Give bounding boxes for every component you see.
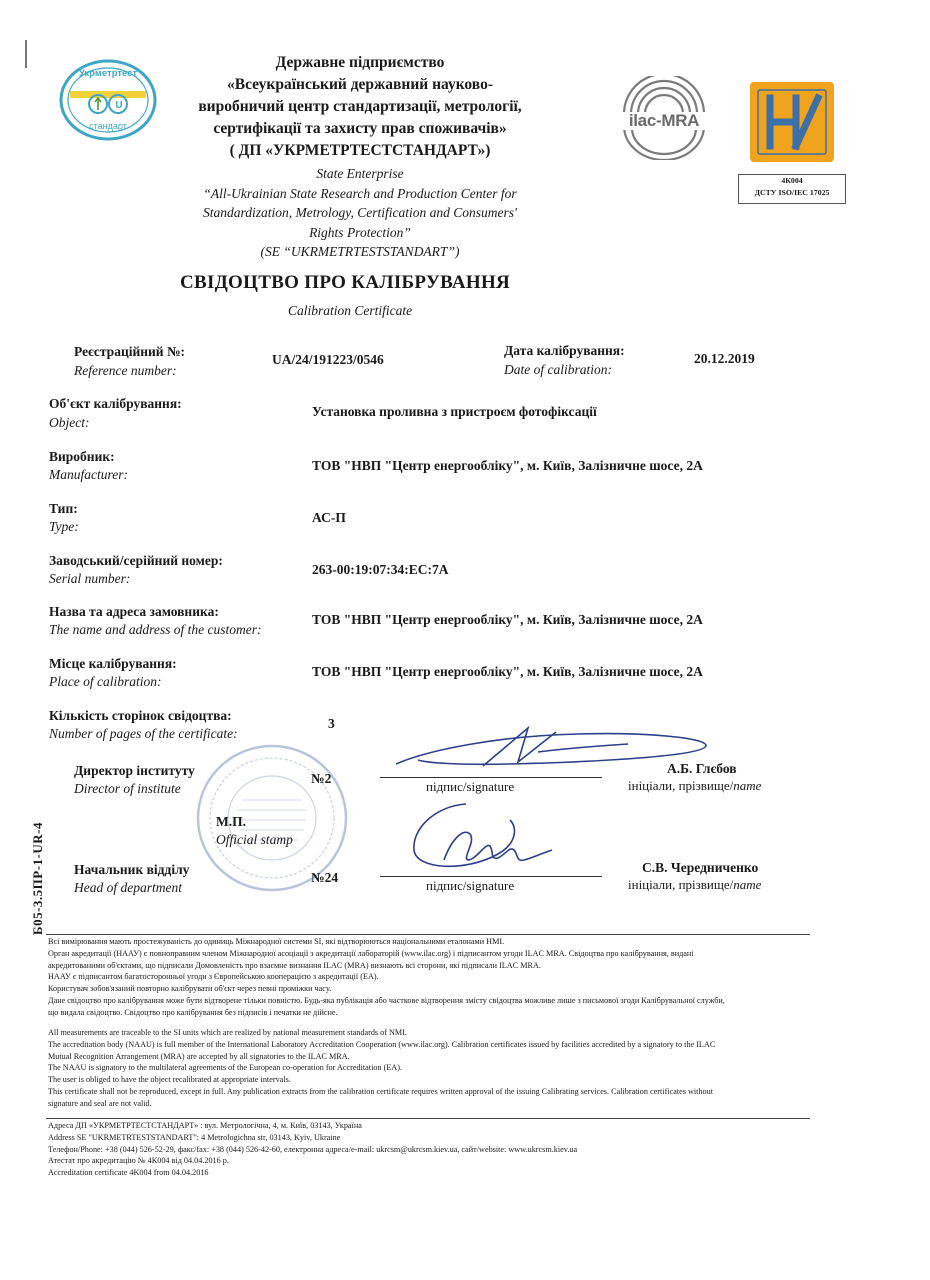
head-label-en: Head of department bbox=[74, 880, 182, 895]
reference-number: UA/24/191223/0546 bbox=[272, 352, 384, 367]
type-label-ua: Тип: bbox=[49, 501, 78, 516]
organization-name-en bbox=[150, 164, 570, 262]
stamp-label-en: Official stamp bbox=[216, 832, 293, 847]
serial-value: 263-00:19:07:34:ЕС:7А bbox=[312, 562, 449, 577]
pages-label-ua: Кількість сторінок свідоцтва: bbox=[49, 708, 232, 723]
footer-line: Address SE "UKRMETRTESTSTANDART": 4 Metrologichna str, 03143, Kyiv, Ukraine bbox=[48, 1132, 341, 1142]
customer-value: ТОВ "НВП "Центр енергообліку", м. Київ, Залізничне шосе, 2А bbox=[312, 612, 703, 627]
naau-standard: ДСТУ ISO/IEC 17025 bbox=[754, 188, 830, 197]
ukrmetrteststandart-logo bbox=[58, 58, 158, 142]
note-line: Mutual Recognition Arrangement (MRA) are accepted by all signatories to the ILAC MRA. bbox=[48, 1051, 350, 1061]
note-line: Дане свідоцтво про калібрування може бути відтворене тільки повністю. Будь-яка публікація або часткове відтворення змісту свідоцтва можливе лише з письмової згоди Калібрувальної служби, bbox=[48, 995, 725, 1005]
organization-name-ua bbox=[150, 52, 570, 162]
logo-bottom-text: стандарт bbox=[89, 121, 127, 131]
manufacturer-label-en: Manufacturer: bbox=[49, 467, 128, 482]
org-en-line: “All-Ukrainian State Research and Production Center for bbox=[203, 185, 517, 201]
director-name-caption bbox=[628, 778, 761, 794]
head-signature-line bbox=[380, 876, 602, 877]
notes-ua bbox=[48, 936, 818, 1019]
place-value: ТОВ "НВП "Центр енергообліку", м. Київ, Залізничне шосе, 2А bbox=[312, 664, 703, 679]
object-value: Установка проливна з пристроєм фотофіксації bbox=[312, 404, 597, 419]
director-number: №2 bbox=[311, 771, 332, 786]
note-line: що видала свідоцтво. Свідоцтво про калібрування без підписів і печатки не дійсне. bbox=[48, 1007, 338, 1017]
note-line: All measurements are traceable to the SI units which are realized by national measurement standards of NMI. bbox=[48, 1028, 407, 1037]
note-line: This certificate shall not be reproduced, except in full. Any publication extracts from the calibration certificate requires written approval of the issuing Calibrating services. Calibration certificates without bbox=[48, 1086, 714, 1096]
org-ua-line: Державне підприємство bbox=[275, 54, 445, 71]
name-caption-en: name bbox=[733, 778, 762, 793]
note-line: The NAAU is signatory to the multilateral agreements of the European co-operation for Accreditation (EA). bbox=[48, 1063, 402, 1073]
calibration-date: 20.12.2019 bbox=[694, 351, 755, 366]
serial-label-ua: Заводський/серійний номер: bbox=[49, 553, 223, 568]
note-line: Користувач зобов'язаний повторно калібрувати об'єкт через певні проміжки часу. bbox=[48, 984, 332, 994]
director-signature-line bbox=[380, 777, 602, 778]
note-line: The user is obliged to have the object recalibrated at appropriate intervals. bbox=[48, 1075, 291, 1085]
type-value: АС-П bbox=[312, 510, 346, 525]
date-label-ua: Дата калібрування: bbox=[504, 343, 625, 358]
director-label-ua: Директор інституту bbox=[74, 763, 195, 778]
place-label-en: Place of calibration: bbox=[49, 674, 162, 689]
pages-value: 3 bbox=[328, 716, 335, 731]
name-caption-en: name bbox=[733, 877, 762, 892]
certificate-title: СВІДОЦТВО ПРО КАЛІБРУВАННЯ bbox=[180, 272, 511, 293]
stamp-label-ua: М.П. bbox=[216, 814, 246, 829]
org-en-line: (SE “UKRMETRTESTSTANDART”) bbox=[260, 244, 460, 259]
org-ua-line: ( ДП «УКРМЕТРТЕСТСТАНДАРТ») bbox=[229, 142, 491, 159]
director-name: А.Б. Глєбов bbox=[667, 761, 737, 776]
ilac-mra-text: ilac-MRA bbox=[628, 111, 700, 130]
object-label-en: Object: bbox=[49, 415, 90, 430]
date-label-en: Date of calibration: bbox=[504, 362, 612, 377]
org-en-line: Rights Protection” bbox=[309, 224, 411, 240]
head-name-caption bbox=[628, 877, 761, 893]
form-code-vertical: Б05-3.5ПР-1-UR-4 bbox=[30, 822, 45, 935]
manufacturer-label-ua: Виробник: bbox=[49, 449, 115, 464]
name-caption-ua: ініціали, прізвище/ bbox=[628, 778, 734, 793]
notes-en bbox=[48, 1027, 818, 1110]
type-label-en: Type: bbox=[49, 519, 79, 534]
director-label-en: Director of institute bbox=[74, 781, 181, 796]
director-signature-caption: підпис/signature bbox=[426, 779, 515, 794]
object-label-ua: Об'єкт калібрування: bbox=[49, 396, 182, 411]
logo-top-text: Укрметртест bbox=[78, 68, 138, 79]
note-line: The accreditation body (NAAU) is full member of the International Laboratory Accreditation Cooperation (www.ilac.org). Calibration certificates issued by facilities accredited by a signatory to the ILAC bbox=[48, 1039, 716, 1049]
footer-separator bbox=[46, 1118, 810, 1119]
svg-text:U: U bbox=[115, 100, 123, 111]
note-line: акредитованими об'єктами, що підписали Домовленість про взаємне визнання ILAC (MRA) визнають всі сторони, які підписали ILAC MRA. bbox=[48, 960, 541, 970]
org-en-line: Standardization, Metrology, Certification and Consumers' bbox=[203, 205, 517, 220]
reference-label-en: Reference number: bbox=[74, 363, 177, 378]
note-line: Орган акредитації (НААУ) є повноправним членом Міжнародної асоціації з акредитації лабораторій (www.ilac.org) і підписантом угоди ILAC MRA. Свідоцтва про калібрування, видані bbox=[48, 948, 694, 958]
note-line: НААУ є підписантом багатосторонньої угоди з Європейською кооперацією з акредитації (ЕА). bbox=[48, 972, 379, 982]
naau-code: 4К004 bbox=[781, 176, 803, 185]
footer-line: Атестат про акредитацію № 4К004 від 04.04.2016 р. bbox=[48, 1156, 229, 1166]
org-ua-line: «Всеукраїнський державний науково- bbox=[227, 76, 493, 93]
certificate-subtitle: Calibration Certificate bbox=[288, 303, 413, 318]
head-signature bbox=[406, 798, 566, 878]
org-ua-line: виробничий центр стандартизації, метрології, bbox=[198, 98, 522, 115]
head-name: С.В. Чередниченко bbox=[642, 860, 759, 875]
naau-accreditation-logo bbox=[748, 80, 840, 204]
manufacturer-value: ТОВ "НВП "Центр енергообліку", м. Київ, Залізничне шосе, 2А bbox=[312, 458, 703, 473]
org-en-line: State Enterprise bbox=[316, 166, 404, 181]
customer-label-ua: Назва та адреса замовника: bbox=[49, 604, 219, 619]
reference-label-ua: Реєстраційний №: bbox=[74, 344, 186, 359]
ilac-mra-logo bbox=[612, 76, 716, 160]
footer-line: Accreditation certificate 4K004 from 04.04.2016 bbox=[48, 1168, 209, 1178]
footer-line: Телефон/Phone: +38 (044) 526-52-29, факс/fax: +38 (044) 526-42-60, електронна адреса/e-mail: ukrcsm@ukrcsm.kiev.ua, сайт/website: www.ukrcsm.kiev.ua bbox=[48, 1144, 578, 1154]
serial-label-en: Serial number: bbox=[49, 571, 131, 586]
place-label-ua: Місце калібрування: bbox=[49, 656, 177, 671]
name-caption-ua: ініціали, прізвище/ bbox=[628, 877, 734, 892]
head-number: №24 bbox=[311, 870, 339, 885]
note-line: signature and seal are not valid. bbox=[48, 1098, 152, 1108]
head-signature-caption: підпис/signature bbox=[426, 878, 515, 893]
footer-line: Адреса ДП «УКРМЕТРТЕСТСТАНДАРТ» : вул. Метрологічна, 4, м. Київ, 03143, Україна bbox=[48, 1121, 362, 1130]
note-line: Всі вимірювання мають простежуваність до одиниць Міжнародної системи SI, які відтворюються національними еталонами НМІ. bbox=[48, 937, 505, 946]
head-label-ua: Начальник відділу bbox=[74, 862, 190, 877]
footer-address bbox=[48, 1120, 818, 1179]
naau-code-box bbox=[738, 174, 846, 204]
margin-mark bbox=[25, 40, 27, 68]
notes-separator bbox=[46, 934, 810, 935]
pages-label-en: Number of pages of the certificate: bbox=[49, 726, 238, 741]
org-ua-line: сертифікації та захисту прав споживачів» bbox=[213, 120, 507, 137]
customer-label-en: The name and address of the customer: bbox=[49, 622, 262, 637]
